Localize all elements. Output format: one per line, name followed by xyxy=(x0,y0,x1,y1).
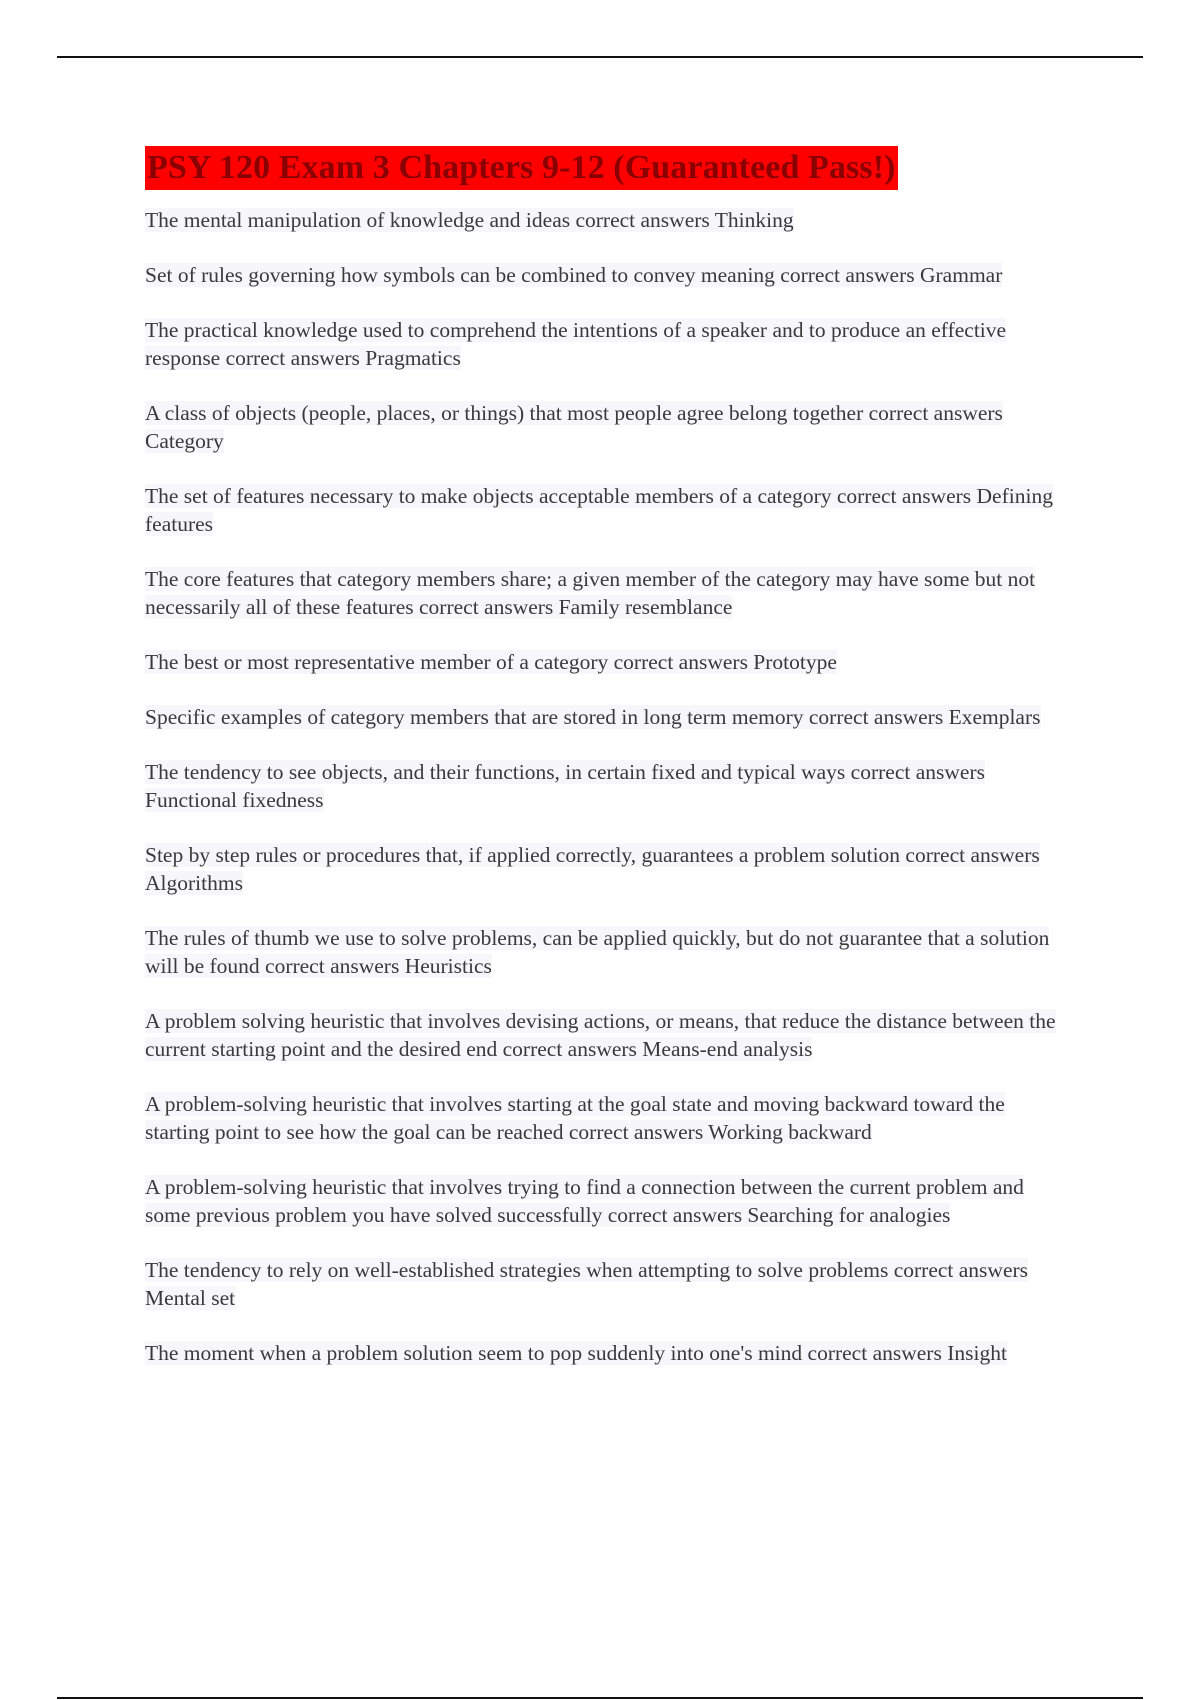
qa-text: The rules of thumb we use to solve problems, can be applied quickly, but do not guarantee that a solution will be found correct answers Heuristics xyxy=(145,926,1050,978)
qa-text: A problem solving heuristic that involves devising actions, or means, that reduce the distance between the current starting point and the desired end correct answers Means-end analysis xyxy=(145,1009,1056,1061)
qa-entry-algorithms xyxy=(145,841,1060,897)
document-body xyxy=(145,146,1060,1394)
qa-entry-category xyxy=(145,399,1060,455)
qa-entry-mental-set xyxy=(145,1256,1060,1312)
qa-entry-prototype xyxy=(145,648,1060,676)
qa-text: Set of rules governing how symbols can be combined to convey meaning correct answers Grammar xyxy=(145,263,1003,287)
qa-text: The moment when a problem solution seem to pop suddenly into one's mind correct answers Insight xyxy=(145,1341,1007,1365)
qa-text: A class of objects (people, places, or things) that most people agree belong together correct answers Category xyxy=(145,401,1003,453)
qa-text: A problem-solving heuristic that involves starting at the goal state and moving backward toward the starting point to see how the goal can be reached correct answers Working backward xyxy=(145,1092,1005,1144)
qa-entry-searching-for-analogies xyxy=(145,1173,1060,1229)
document-title: PSY 120 Exam 3 Chapters 9-12 (Guaranteed Pass!) xyxy=(145,146,898,190)
qa-entry-defining-features xyxy=(145,482,1060,538)
footer-rule xyxy=(57,1697,1143,1699)
qa-text: Specific examples of category members that are stored in long term memory correct answers Exemplars xyxy=(145,705,1041,729)
qa-text: A problem-solving heuristic that involves trying to find a connection between the current problem and some previous problem you have solved successfully correct answers Searching for analogies xyxy=(145,1175,1024,1227)
qa-entry-grammar xyxy=(145,261,1060,289)
header-rule xyxy=(57,56,1143,58)
qa-entry-working-backward xyxy=(145,1090,1060,1146)
qa-entry-functional-fixedness xyxy=(145,758,1060,814)
qa-entry-exemplars xyxy=(145,703,1060,731)
qa-text: The mental manipulation of knowledge and ideas correct answers Thinking xyxy=(145,208,794,232)
qa-entry-family-resemblance xyxy=(145,565,1060,621)
qa-text: The set of features necessary to make objects acceptable members of a category correct answers Defining features xyxy=(145,484,1053,536)
qa-text: The tendency to rely on well-established strategies when attempting to solve problems correct answers Mental set xyxy=(145,1258,1029,1310)
qa-entry-pragmatics xyxy=(145,316,1060,372)
qa-text: The tendency to see objects, and their functions, in certain fixed and typical ways correct answers Functional fixedness xyxy=(145,760,985,812)
qa-text: The core features that category members share; a given member of the category may have some but not necessarily all of these features correct answers Family resemblance xyxy=(145,567,1036,619)
qa-entry-insight xyxy=(145,1339,1060,1367)
qa-text: Step by step rules or procedures that, if applied correctly, guarantees a problem solution correct answers Algorithms xyxy=(145,843,1040,895)
qa-entry-thinking xyxy=(145,206,1060,234)
qa-list xyxy=(145,206,1060,1367)
qa-entry-means-end-analysis xyxy=(145,1007,1060,1063)
qa-entry-heuristics xyxy=(145,924,1060,980)
qa-text: The best or most representative member of a category correct answers Prototype xyxy=(145,650,837,674)
qa-text: The practical knowledge used to comprehend the intentions of a speaker and to produce an effective response correct answers Pragmatics xyxy=(145,318,1007,370)
